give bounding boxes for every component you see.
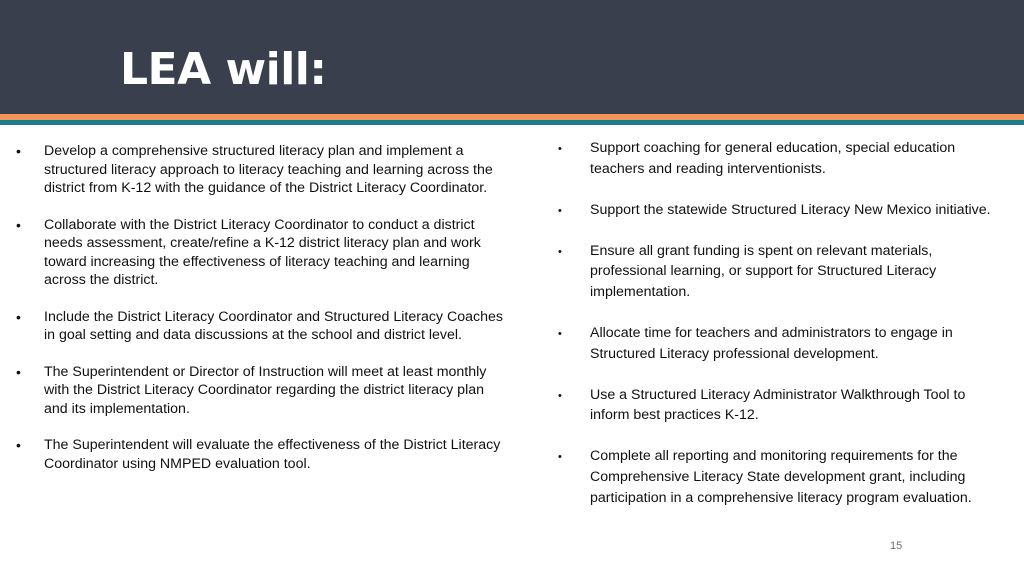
list-item [14, 308, 504, 345]
list-item-text: Ensure all grant funding is spent on relevant materials, professional learning, or support for Structured Literacy implementation. [590, 242, 937, 300]
list-item [14, 216, 504, 290]
bullet-icon: • [16, 308, 21, 325]
list-item [14, 436, 504, 473]
list-item-text: Allocate time for teachers and administrators to engage in Structured Literacy professional development. [590, 325, 953, 362]
list-item [556, 385, 1004, 426]
list-item-text: Support the statewide Structured Literacy New Mexico initiative. [590, 201, 991, 218]
bullet-icon: • [558, 245, 562, 258]
bullet-icon: • [558, 143, 562, 155]
title-banner [0, 0, 1024, 114]
list-item [556, 446, 1004, 508]
left-bullet-list [14, 142, 504, 491]
list-item-text: The Superintendent will evaluate the effectiveness of the District Literacy Coordinator using NMPED evaluation tool. [44, 437, 501, 472]
list-item-text: Complete all reporting and monitoring requirements for the Comprehensive Literacy State development grant, including participation in a comprehensive literacy program evaluation. [590, 448, 972, 506]
slide-title: LEA will: [120, 44, 327, 95]
list-item [556, 241, 1004, 303]
bullet-icon: • [558, 389, 562, 402]
list-item-text: Develop a comprehensive structured literacy plan and implement a structured literacy approach to literacy teaching and learning across the district from K-12 with the guidance of the District Literacy Coordinator. [44, 143, 493, 196]
right-bullet-list [556, 138, 1004, 529]
accent-stripe-teal [0, 120, 1024, 125]
bullet-icon: • [16, 363, 21, 380]
bullet-icon: • [558, 328, 562, 341]
list-item-text: Collaborate with the District Literacy Coordinator to conduct a district needs assessment, create/refine a K-12 district literacy plan and work toward increasing the effectiveness of literacy teaching and learning across the district. [44, 216, 481, 288]
bullet-icon: • [558, 451, 562, 464]
list-item [14, 363, 504, 419]
list-item-text: The Superintendent or Director of Instruction will meet at least monthly with the District Literacy Coordinator regarding the district literacy plan and its implementation. [44, 363, 487, 417]
list-item [556, 200, 1004, 221]
list-item [556, 323, 1004, 364]
list-item [14, 142, 504, 198]
bullet-icon: • [16, 437, 21, 453]
bullet-icon: • [558, 204, 562, 217]
page-number: 15 [890, 540, 903, 552]
list-item-text: Use a Structured Literacy Administrator Walkthrough Tool to inform best practices K-12. [590, 386, 966, 424]
list-item [556, 138, 1004, 179]
list-item-text: Support coaching for general education, special education teachers and reading interventionists. [590, 140, 956, 177]
bullet-icon: • [16, 143, 21, 159]
list-item-text: Include the District Literacy Coordinator and Structured Literacy Coaches in goal setting and data discussions at the school and district level. [44, 308, 503, 343]
bullet-icon: • [16, 216, 21, 233]
